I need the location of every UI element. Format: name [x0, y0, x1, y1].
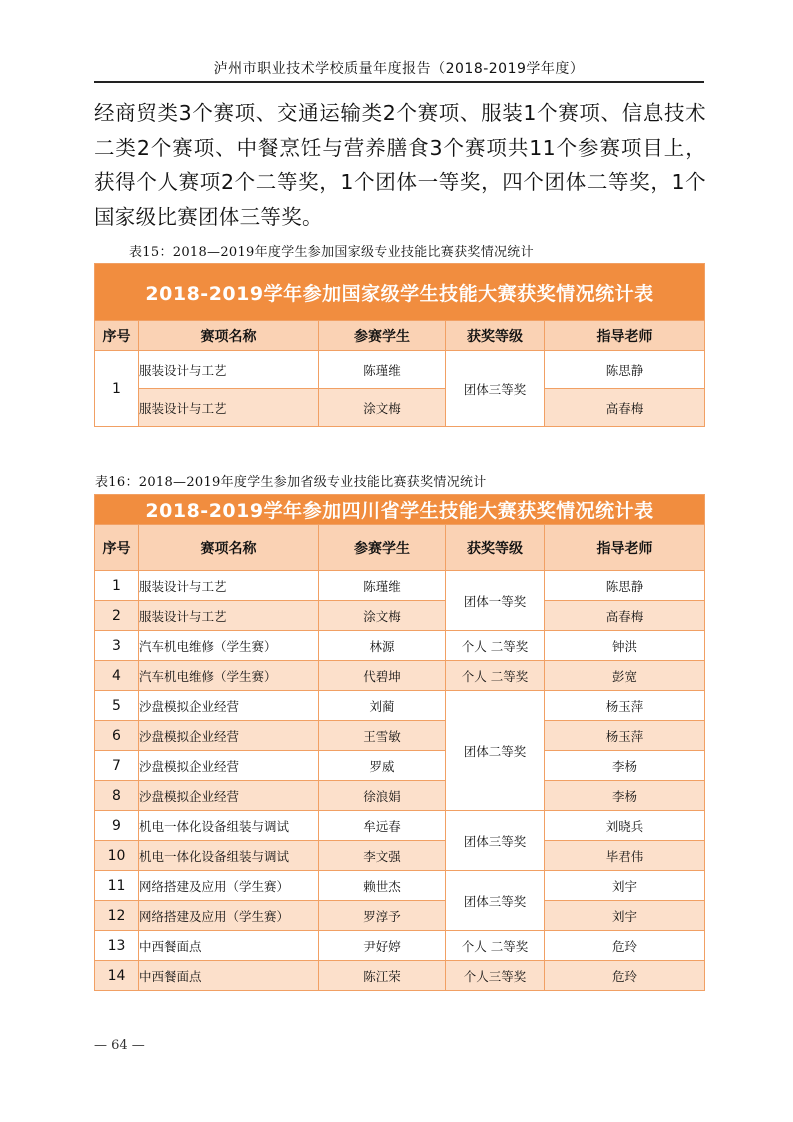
student-cell: 罗淳予 — [319, 901, 446, 931]
col-header-index: 序号 — [95, 525, 139, 571]
event-cell: 服装设计与工艺 — [139, 389, 319, 427]
teacher-cell: 高春梅 — [545, 389, 705, 427]
student-cell: 尹好婷 — [319, 931, 446, 961]
table2-title: 2018-2019学年参加四川省学生技能大赛获奖情况统计表 — [95, 495, 705, 525]
table-row — [95, 571, 705, 601]
teacher-cell: 毕君伟 — [545, 841, 705, 871]
table-row — [95, 661, 705, 691]
table-row — [95, 721, 705, 751]
row-index: 13 — [95, 931, 139, 961]
student-cell: 罗威 — [319, 751, 446, 781]
event-cell: 服装设计与工艺 — [139, 571, 319, 601]
page-header: 泸州市职业技术学校质量年度报告（2018-2019学年度） — [213, 61, 585, 77]
award-cell: 个人 二等奖 — [446, 661, 545, 691]
table-row — [95, 351, 705, 389]
teacher-cell: 高春梅 — [545, 601, 705, 631]
body-paragraph: 经商贸类3个赛项、交通运输类2个赛项、服装1个赛项、信息技术二类2个赛项、中餐烹饪与营养膳食3个赛项共11个参赛项目上，获得个人赛项2个二等奖，1个团体一等奖，四个团体二等奖，1个国家级比赛团体三等奖。 — [94, 101, 706, 229]
teacher-cell: 危玲 — [545, 961, 705, 991]
page-number: — 64 — — [94, 1038, 145, 1053]
col-header-index: 序号 — [95, 321, 139, 351]
table1-title: 2018-2019学年参加国家级学生技能大赛获奖情况统计表 — [95, 264, 705, 321]
teacher-cell: 危玲 — [545, 931, 705, 961]
col-header-student: 参赛学生 — [319, 525, 446, 571]
row-index: 9 — [95, 811, 139, 841]
col-header-event: 赛项名称 — [139, 321, 319, 351]
student-cell: 徐浪娟 — [319, 781, 446, 811]
row-index: 3 — [95, 631, 139, 661]
award-cell: 个人三等奖 — [446, 961, 545, 991]
teacher-cell: 李杨 — [545, 781, 705, 811]
row-index: 1 — [95, 351, 139, 427]
teacher-cell: 杨玉萍 — [545, 691, 705, 721]
table1-caption: 表15：2018—2019年度学生参加国家级专业技能比赛获奖情况统计 — [129, 245, 534, 260]
table-row — [95, 841, 705, 871]
row-index: 2 — [95, 601, 139, 631]
student-cell: 李文强 — [319, 841, 446, 871]
table-row — [95, 631, 705, 661]
event-cell: 汽车机电维修（学生赛） — [139, 631, 319, 661]
row-index: 7 — [95, 751, 139, 781]
provincial-award-table — [94, 494, 705, 991]
national-award-table — [94, 263, 705, 427]
student-cell: 牟远春 — [319, 811, 446, 841]
table2-caption: 表16：2018—2019年度学生参加省级专业技能比赛获奖情况统计 — [95, 475, 487, 490]
teacher-cell: 陈思静 — [545, 571, 705, 601]
student-cell: 涂文梅 — [319, 601, 446, 631]
table-row — [95, 781, 705, 811]
teacher-cell: 杨玉萍 — [545, 721, 705, 751]
row-index: 12 — [95, 901, 139, 931]
event-cell: 网络搭建及应用（学生赛） — [139, 871, 319, 901]
event-cell: 汽车机电维修（学生赛） — [139, 661, 319, 691]
event-cell: 服装设计与工艺 — [139, 601, 319, 631]
table-row — [95, 931, 705, 961]
student-cell: 陈江荣 — [319, 961, 446, 991]
row-index: 10 — [95, 841, 139, 871]
col-header-teacher: 指导老师 — [545, 321, 705, 351]
table-row — [95, 961, 705, 991]
event-cell: 沙盘模拟企业经营 — [139, 751, 319, 781]
col-header-award: 获奖等级 — [446, 321, 545, 351]
row-index: 14 — [95, 961, 139, 991]
event-cell: 网络搭建及应用（学生赛） — [139, 901, 319, 931]
row-index: 5 — [95, 691, 139, 721]
award-cell: 团体三等奖 — [446, 351, 545, 427]
teacher-cell: 刘晓兵 — [545, 811, 705, 841]
student-cell: 陈瑾维 — [319, 351, 446, 389]
event-cell: 沙盘模拟企业经营 — [139, 721, 319, 751]
row-index: 8 — [95, 781, 139, 811]
teacher-cell: 李杨 — [545, 751, 705, 781]
student-cell: 陈瑾维 — [319, 571, 446, 601]
row-index: 1 — [95, 571, 139, 601]
table-row — [95, 601, 705, 631]
award-cell: 个人 二等奖 — [446, 931, 545, 961]
table-row — [95, 389, 705, 427]
table-row — [95, 691, 705, 721]
teacher-cell: 钟洪 — [545, 631, 705, 661]
teacher-cell: 刘宇 — [545, 871, 705, 901]
event-cell: 服装设计与工艺 — [139, 351, 319, 389]
student-cell: 代碧坤 — [319, 661, 446, 691]
event-cell: 中西餐面点 — [139, 931, 319, 961]
student-cell: 赖世杰 — [319, 871, 446, 901]
award-cell: 团体三等奖 — [446, 811, 545, 871]
row-index: 4 — [95, 661, 139, 691]
table-row — [95, 871, 705, 901]
award-cell: 团体三等奖 — [446, 871, 545, 931]
event-cell: 机电一体化设备组装与调试 — [139, 811, 319, 841]
student-cell: 王雪敏 — [319, 721, 446, 751]
award-cell: 团体二等奖 — [446, 691, 545, 811]
table-row — [95, 751, 705, 781]
award-cell: 个人 二等奖 — [446, 631, 545, 661]
row-index: 6 — [95, 721, 139, 751]
table-row — [95, 811, 705, 841]
table-row — [95, 901, 705, 931]
event-cell: 沙盘模拟企业经营 — [139, 691, 319, 721]
event-cell: 沙盘模拟企业经营 — [139, 781, 319, 811]
teacher-cell: 彭宽 — [545, 661, 705, 691]
teacher-cell: 刘宇 — [545, 901, 705, 931]
col-header-award: 获奖等级 — [446, 525, 545, 571]
col-header-teacher: 指导老师 — [545, 525, 705, 571]
col-header-event: 赛项名称 — [139, 525, 319, 571]
award-cell: 团体一等奖 — [446, 571, 545, 631]
teacher-cell: 陈思静 — [545, 351, 705, 389]
header-rule — [94, 81, 704, 83]
student-cell: 涂文梅 — [319, 389, 446, 427]
student-cell: 刘蔺 — [319, 691, 446, 721]
event-cell: 中西餐面点 — [139, 961, 319, 991]
col-header-student: 参赛学生 — [319, 321, 446, 351]
row-index: 11 — [95, 871, 139, 901]
event-cell: 机电一体化设备组装与调试 — [139, 841, 319, 871]
student-cell: 林源 — [319, 631, 446, 661]
